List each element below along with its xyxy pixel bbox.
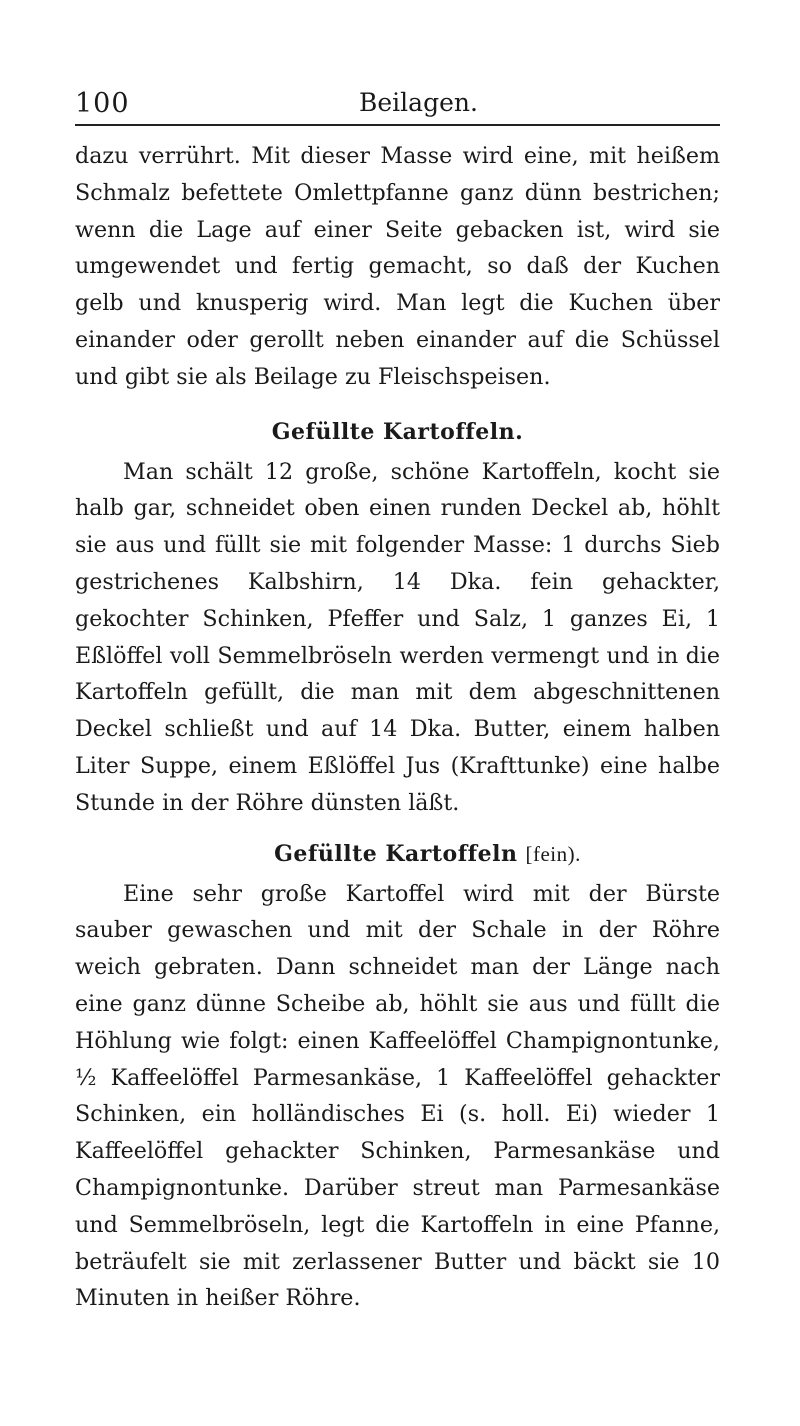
running-head: Beilagen. (359, 88, 478, 117)
recipe-title-filled-potatoes-fine (75, 836, 720, 872)
intro-paragraph: dazu verrührt. Mit dieser Masse wird eine, mit heißem Schmalz befettete Omlettpfanne ganz dünn bestrichen; wenn die Lage auf einer Seite gebacken ist, wird sie umgewendet und fertig gemacht, so daß der Kuchen gelb und knusperig wird. Man legt die Kuchen über einander oder gerollt neben einander auf die Schüssel und gibt sie als Beilage zu Fleischspeisen. (75, 143, 720, 390)
recipe-title-filled-potatoes: Gefüllte Kartoffeln. (271, 418, 524, 445)
recipe-paragraph-filled-potatoes: Man schält 12 große, schöne Kartoffeln, kocht sie halb gar, schneidet oben einen runden Deckel ab, höhlt sie aus und füllt sie mit folgender Masse: 1 durchs Sieb gestrichenes Kalbshirn, 14 Dka. fein gehackter, gekochter Schinken, Pfeffer und Salz, 1 ganzes Ei, 1 Eßlöffel voll Semmelbröseln werden vermengt und in die Kartoffeln gefüllt, die man mit dem abgeschnittenen Deckel schließt und auf 14 Dka. Butter, einem halben Liter Suppe, einem Eßlöffel Jus (Krafttunke) eine halbe Stunde in der Röhre dünsten läßt. (75, 458, 720, 816)
body-text (75, 138, 720, 1317)
page-header (75, 88, 720, 126)
recipe-subtitle: [fein). (525, 841, 581, 866)
recipe-title-text: Gefüllte Kartoffeln (274, 840, 518, 867)
page-number: 100 (75, 88, 130, 119)
recipe-paragraph-filled-potatoes-fine: Eine sehr große Kartoffel wird mit der Bürste sauber gewaschen und mit der Schale in der Röhre weich gebraten. Dann schneidet man der Länge nach eine ganz dünne Scheibe ab, höhlt sie aus und füllt die Höhlung wie folgt: einen Kaffeelöffel Champignontunke, ½ Kaffeelöffel Parmesankäse, 1 Kaffeelöffel gehackter Schinken, ein holländisches Ei (s. holl. Ei) wieder 1 Kaffeelöffel gehackter Schinken, Parmesankäse und Champignontunke. Darüber streut man Parmesankäse und Semmelbröseln, legt die Kartoffeln in eine Pfanne, beträufelt sie mit zerlassener Butter und bäckt sie 10 Minuten in heißer Röhre. (75, 880, 720, 1312)
